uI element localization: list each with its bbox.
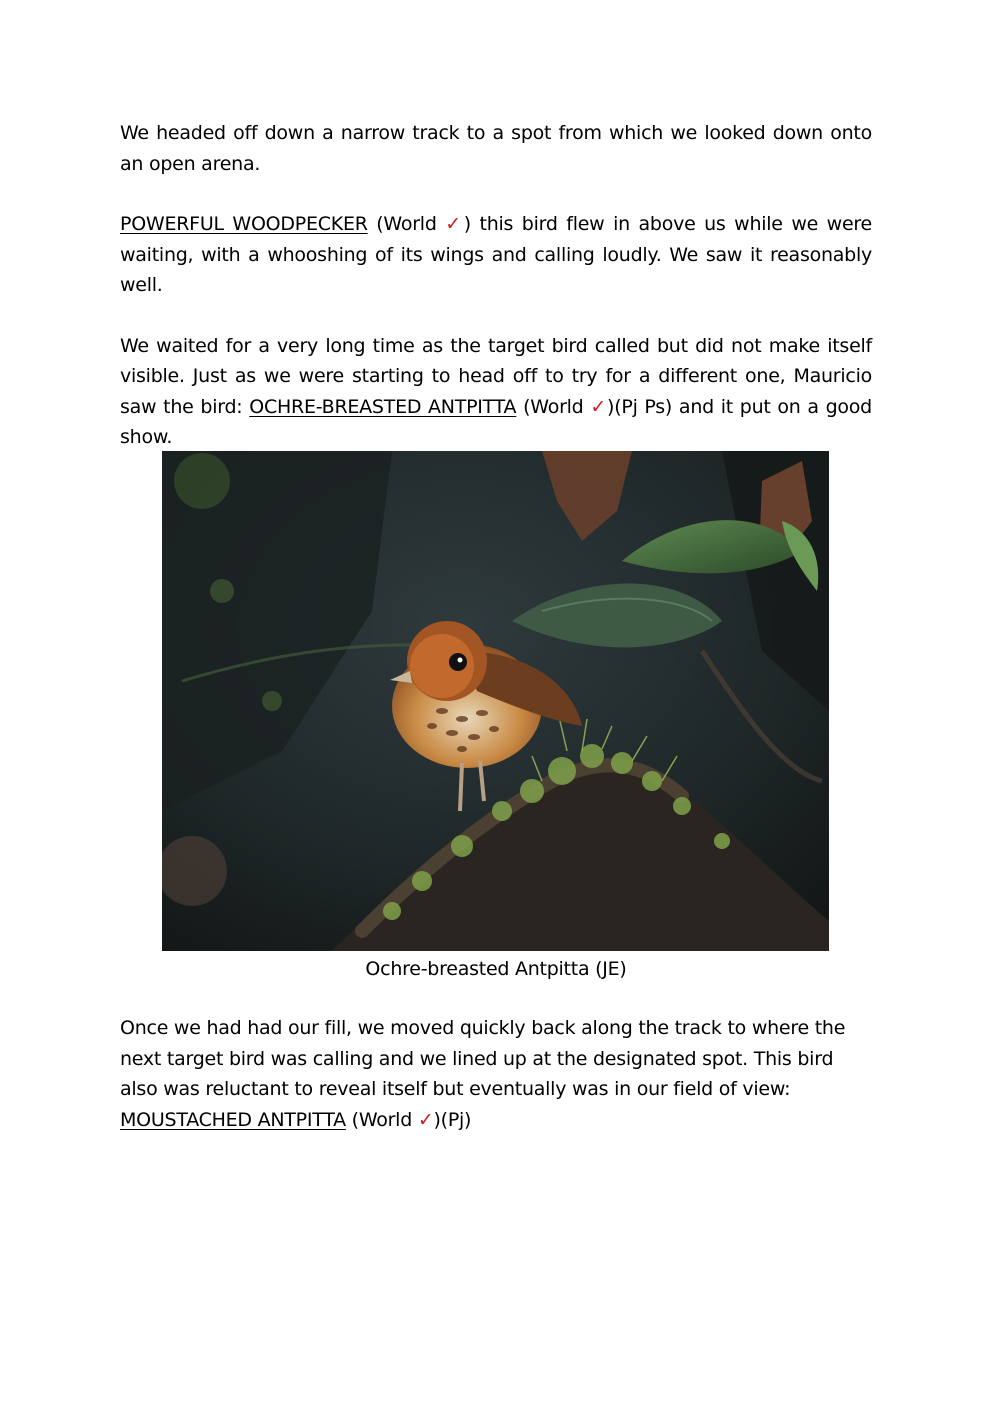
- bird-name-moustached-antpitta: MOUSTACHED ANTPITTA: [120, 1108, 346, 1131]
- world-label: (World: [345, 1108, 418, 1131]
- paragraph-text: ) this bird flew in above us while we were waiting, with a whooshing of its wings and calling loudly. We saw it reasonably well.: [120, 213, 872, 296]
- checkmark-icon: ✓: [590, 395, 608, 418]
- bird-photo: [162, 451, 829, 951]
- paragraph-text: )(Pj Ps) and it put on a good show.: [120, 395, 872, 448]
- paragraph-woodpecker: [120, 209, 872, 301]
- checkmark-icon: ✓: [445, 213, 464, 235]
- bird-name-powerful-woodpecker: POWERFUL WOODPECKER: [120, 213, 368, 235]
- paragraph-moustached-antpitta: [120, 1013, 872, 1135]
- paragraph-intro: We headed off down a narrow track to a spot from which we looked down onto an open arena.: [120, 122, 872, 175]
- document-body: [120, 118, 872, 453]
- paragraph-text: Once we had had our fill, we moved quickly back along the track to where the next target bird was calling and we lined up at the designated spot. This bird also was reluctant to reveal itself but eventually was in our field of view:: [120, 1017, 846, 1100]
- world-label: (World: [516, 395, 591, 418]
- paragraph-ochre-antpitta: [120, 331, 872, 453]
- bird-name-ochre-breasted-antpitta: OCHRE-BREASTED ANTPITTA: [249, 395, 517, 418]
- photo-caption: Ochre-breasted Antpitta (JE): [365, 958, 627, 980]
- paragraph-text: )(Pj): [433, 1108, 472, 1131]
- paragraph-text: We waited for a very long time as the target bird called but did not make itself visible. Just as we were starting to head off to try for a different one, Mauricio saw the bird:: [120, 334, 872, 418]
- world-label: (World: [367, 213, 446, 235]
- checkmark-icon: ✓: [417, 1108, 434, 1131]
- antpitta-photo-illustration: [162, 451, 829, 951]
